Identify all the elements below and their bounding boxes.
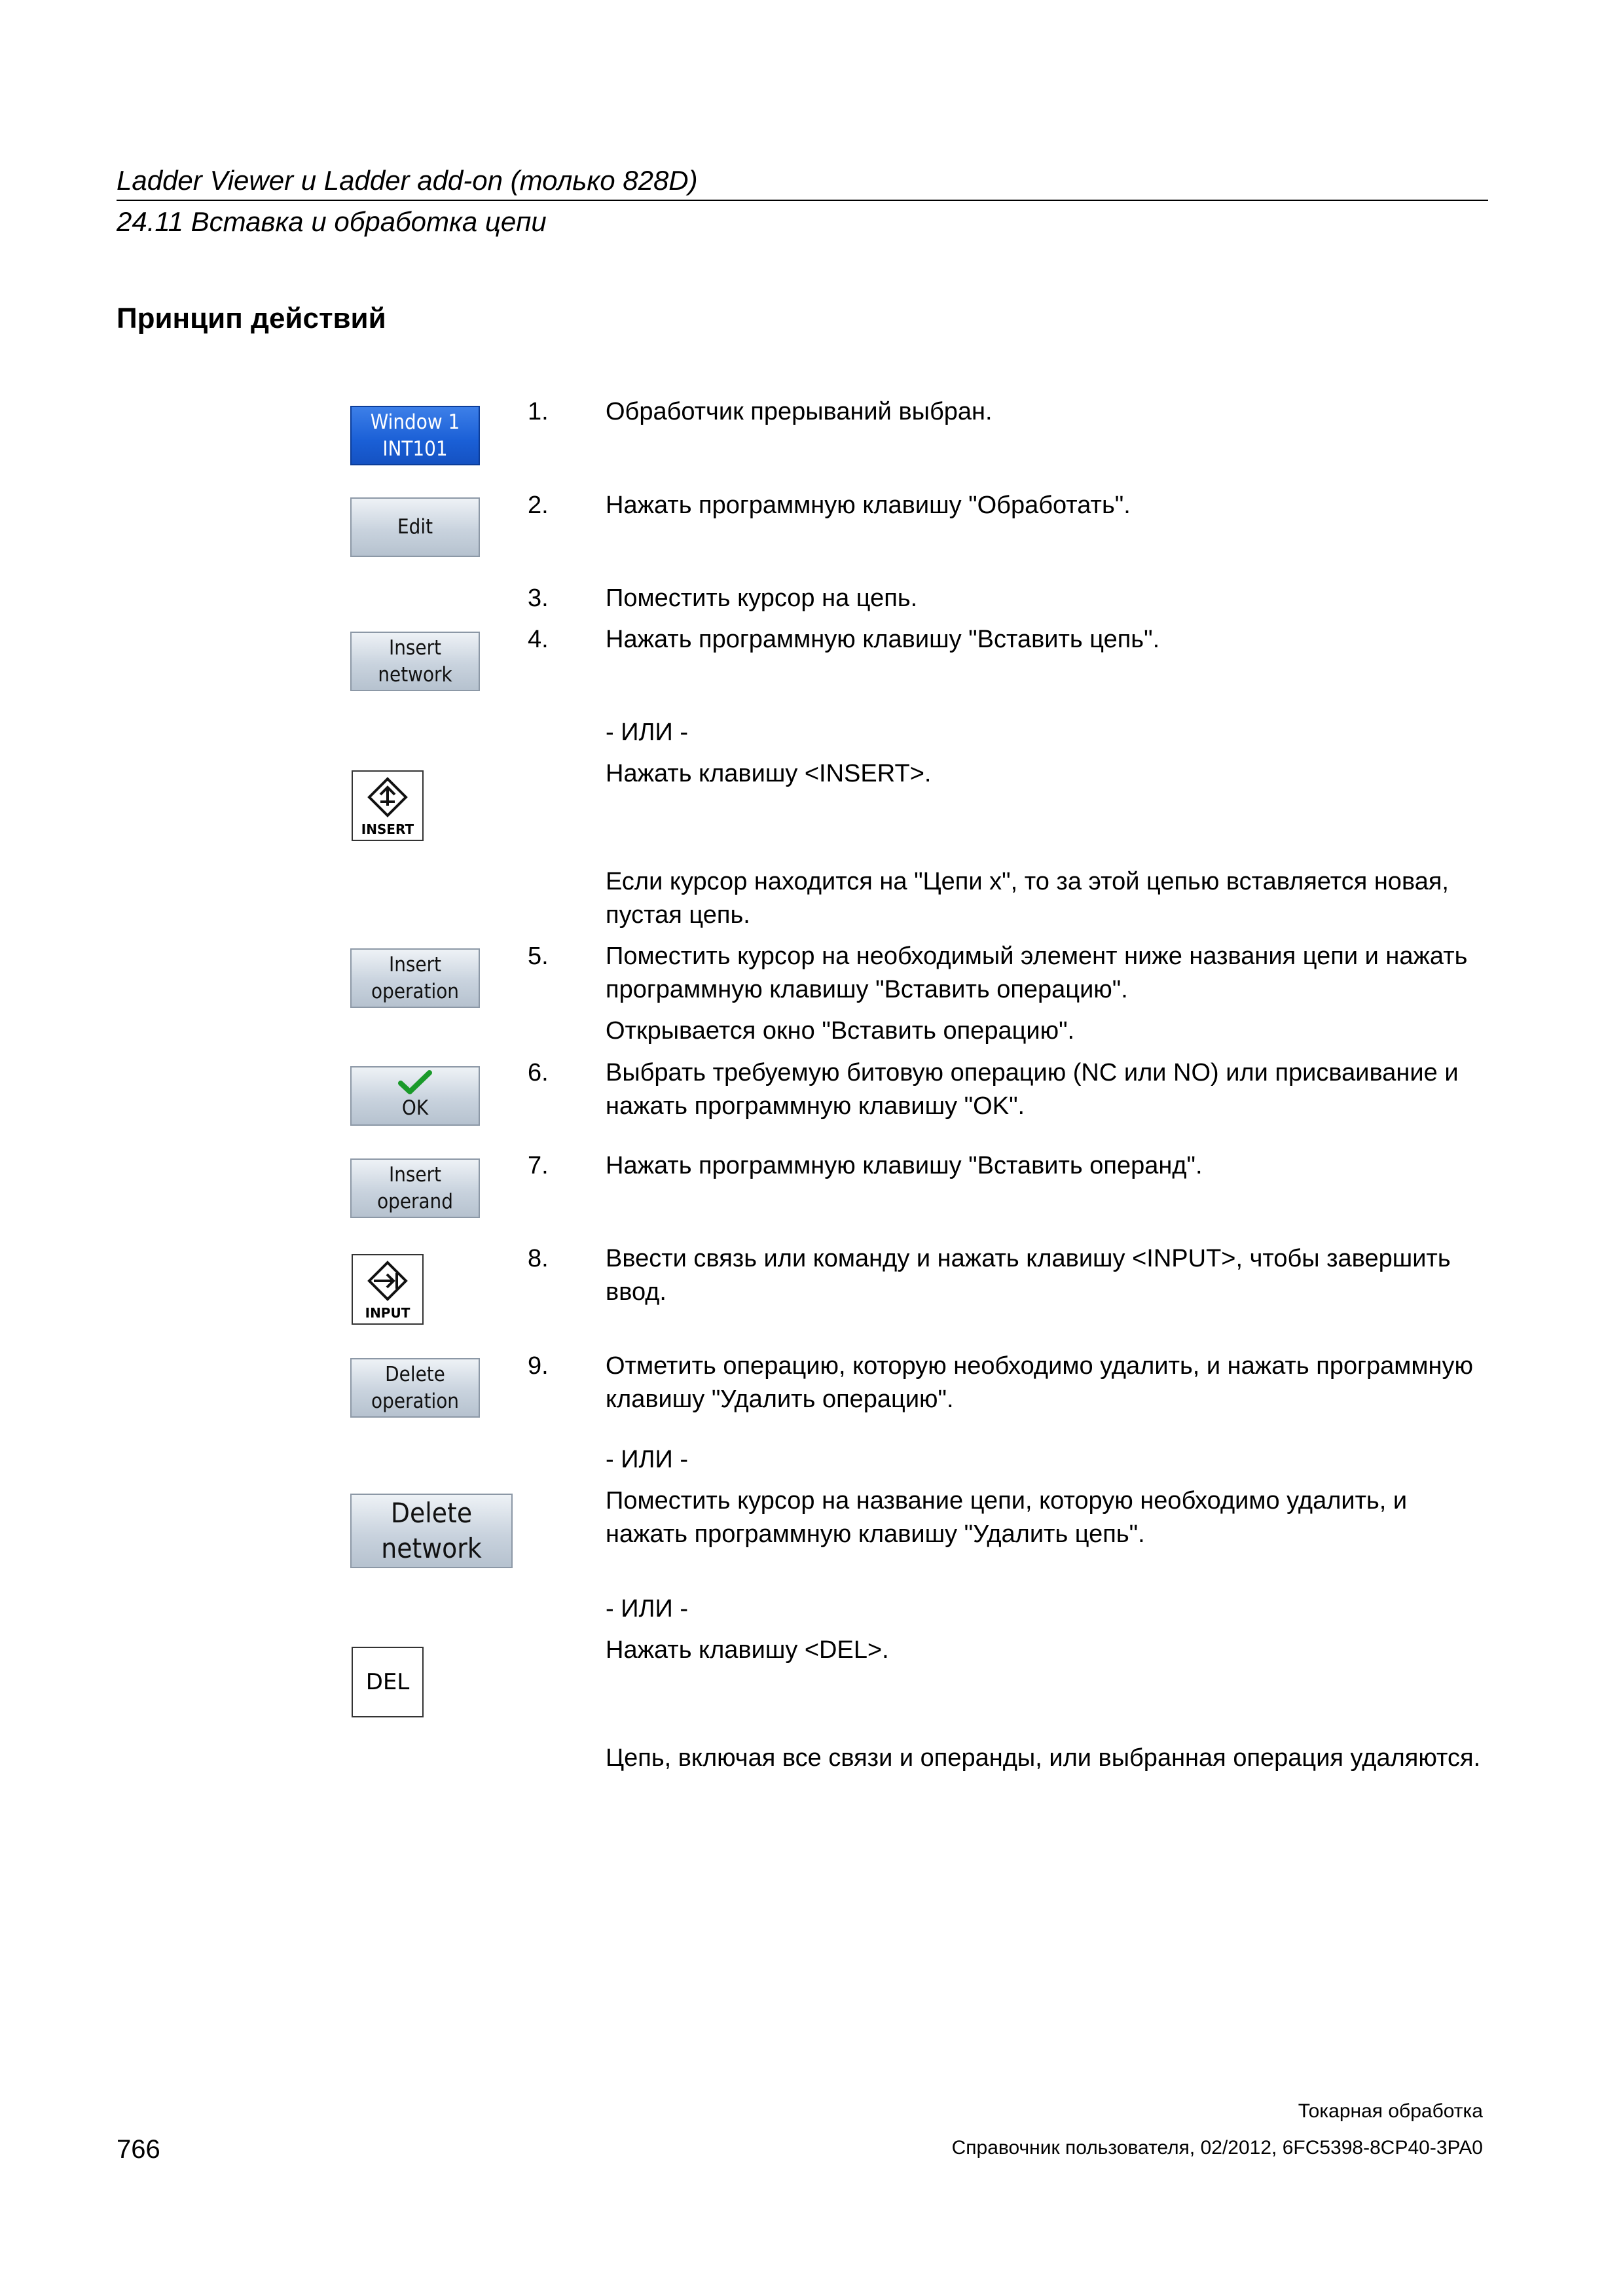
step-text: Выбрать требуемую битовую операцию (NC или NO) или присваивание и нажать программную клавишу "OK".	[606, 1059, 1459, 1120]
insert-icon	[367, 777, 408, 817]
step-text: Нажать программную клавишу "Обработать".	[606, 492, 1131, 519]
softkey-label-line1: Delete	[385, 1362, 445, 1386]
edit-softkey[interactable]	[350, 497, 480, 557]
softkey-label-line1: Insert	[389, 1162, 441, 1187]
insert-network-softkey[interactable]	[350, 632, 480, 691]
step-text: Обработчик прерываний выбран.	[606, 398, 993, 425]
step-text: Отметить операцию, которую необходимо удалить, и нажать программную клавишу "Удалить операцию".	[606, 1352, 1473, 1413]
input-key[interactable]	[352, 1254, 424, 1325]
step-number: 5.	[528, 942, 549, 970]
step-number: 8.	[528, 1245, 549, 1272]
step-text: Поместить курсор на цепь.	[606, 584, 918, 612]
step-alternative: Нажать клавишу <DEL>.	[606, 1636, 889, 1664]
step-number: 7.	[528, 1152, 549, 1179]
step-note: Цепь, включая все связи и операнды, или выбранная операция удаляются.	[606, 1744, 1481, 1772]
softkey-label-line2: network	[381, 1532, 482, 1564]
footer-book-title: Токарная обработка	[1298, 2100, 1483, 2122]
or-separator: - ИЛИ -	[606, 1595, 688, 1623]
step-alternative: Поместить курсор на название цепи, которую необходимо удалить, и нажать программную клавишу "Удалить цепь".	[606, 1487, 1408, 1548]
softkey-label-line2: network	[378, 662, 452, 687]
softkey-label: OK	[401, 1096, 429, 1120]
checkmark-icon	[398, 1070, 432, 1095]
header-rule	[117, 200, 1488, 201]
input-icon	[367, 1261, 408, 1301]
insert-operation-softkey[interactable]	[350, 948, 480, 1008]
footer-document-ref: Справочник пользователя, 02/2012, 6FC5398-8CP40-3PA0	[951, 2137, 1483, 2159]
softkey-label-line1: Window 1	[370, 410, 460, 434]
insert-operand-softkey[interactable]	[350, 1158, 480, 1218]
step-text: Нажать программную клавишу "Вставить цепь".	[606, 626, 1160, 653]
running-header-section: 24.11 Вставка и обработка цепи	[117, 206, 547, 237]
softkey-label-line2: operation	[371, 1389, 459, 1413]
input-key-label: INPUT	[365, 1305, 410, 1321]
section-title: Принцип действий	[117, 302, 386, 334]
softkey-label-line2: INT101	[382, 437, 448, 461]
step-number: 6.	[528, 1059, 549, 1086]
softkey-label-line2: operand	[377, 1189, 453, 1213]
step-text: Нажать программную клавишу "Вставить операнд".	[606, 1152, 1203, 1179]
softkey-label-line1: Delete	[390, 1497, 473, 1529]
step-alternative: Нажать клавишу <INSERT>.	[606, 760, 932, 787]
step-note: Если курсор находится на "Цепи x", то за этой цепью вставляется новая, пустая цепь.	[606, 868, 1449, 929]
softkey-label: Edit	[397, 515, 433, 539]
step-number: 9.	[528, 1352, 549, 1380]
step-text: Поместить курсор на необходимый элемент ниже названия цепи и нажать программную клавишу "Вставить операцию".	[606, 942, 1468, 1003]
softkey-label-line1: Insert	[389, 952, 441, 977]
softkey-label-line1: Insert	[389, 636, 441, 660]
page-number: 766	[117, 2135, 160, 2164]
step-number: 4.	[528, 626, 549, 653]
del-key[interactable]	[352, 1647, 424, 1717]
running-header-chapter: Ladder Viewer и Ladder add-on (только 828D)	[117, 165, 698, 196]
step-number: 2.	[528, 492, 549, 519]
ok-softkey[interactable]	[350, 1066, 480, 1126]
softkey-label-line2: operation	[371, 979, 459, 1003]
del-key-label: DEL	[365, 1669, 410, 1695]
delete-network-softkey[interactable]	[350, 1494, 513, 1568]
insert-key-label: INSERT	[361, 821, 414, 837]
insert-key[interactable]	[352, 770, 424, 841]
delete-operation-softkey[interactable]	[350, 1358, 480, 1418]
or-separator: - ИЛИ -	[606, 1446, 688, 1473]
step-number: 3.	[528, 584, 549, 612]
step-note: Открывается окно "Вставить операцию".	[606, 1017, 1075, 1045]
window-1-int101-softkey[interactable]	[350, 406, 480, 465]
or-separator: - ИЛИ -	[606, 719, 688, 746]
step-number: 1.	[528, 398, 549, 425]
step-text: Ввести связь или команду и нажать клавишу <INPUT>, чтобы завершить ввод.	[606, 1245, 1451, 1306]
